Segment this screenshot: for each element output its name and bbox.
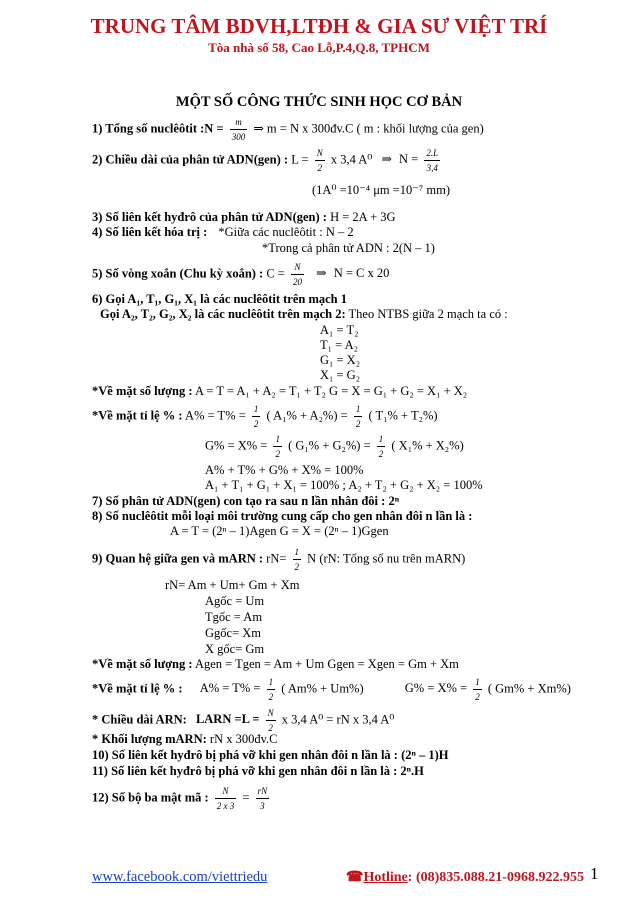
formula-12 xyxy=(92,786,272,811)
m-ratio-g: G% = X% = xyxy=(404,681,468,696)
formula-2-n: N = xyxy=(399,152,419,167)
frac-num: 2.L xyxy=(424,148,440,161)
frac-den: 300 xyxy=(231,132,246,142)
frac-num: N xyxy=(315,148,325,161)
fraction-n-20 xyxy=(291,262,304,287)
mrna-line-3: Tgốc = Am xyxy=(205,610,263,624)
formula-6-line2 xyxy=(100,307,508,322)
fraction-n-2 xyxy=(266,708,276,733)
amount-text: A = T = A₁ + A₂ = T₁ + T₂ G = X = G₁ + G₂ = X₁ + X₂ xyxy=(194,384,468,398)
formula-9 xyxy=(92,547,465,572)
formula-2 xyxy=(92,148,443,173)
ratio-a: A% = T% = xyxy=(185,408,246,423)
fraction-half xyxy=(273,434,282,459)
formula-5-label: 5) Số vòng xoắn (Chu kỳ xoắn) : xyxy=(92,266,264,281)
fraction-n-2x3 xyxy=(215,786,237,811)
frac-num: 1 xyxy=(354,404,363,417)
arn-mass xyxy=(92,732,278,747)
facebook-link[interactable]: www.facebook.com/viettriedu xyxy=(92,869,268,885)
implies-arrow: ⇒ xyxy=(253,121,264,136)
fraction-n-2 xyxy=(315,148,325,173)
fraction-half xyxy=(473,677,482,702)
formula-12-eq: = xyxy=(242,790,250,805)
ntbs-eq-2: T₁ = A₂ xyxy=(320,338,358,352)
ratio-g-rest: ( G₁% + G₂%) = xyxy=(288,438,371,453)
m-ratio-label: *Về mặt tỉ lệ % : xyxy=(92,681,183,696)
frac-den: 3,4 xyxy=(426,163,438,173)
fraction-half xyxy=(293,547,302,572)
amount-label: *Về mặt số lượng : xyxy=(92,384,193,398)
frac-den: 2 xyxy=(317,163,322,173)
formula-3-label: 3) Số liên kết hyđrô của phân tử ADN(gen) : xyxy=(92,210,327,224)
formula-5-c: C = xyxy=(266,266,285,281)
formula-2-label: 2) Chiều dài của phân tử ADN(gen) : xyxy=(92,152,289,167)
ratio-x-rest: ( X₁% + X₂%) xyxy=(391,438,464,453)
frac-den: 2 xyxy=(268,692,274,702)
hotline xyxy=(346,869,584,886)
formula-4-text: *Giữa các nuclêôtit : N – 2 xyxy=(218,225,354,239)
frac-den: 2 xyxy=(268,723,273,733)
frac-den: 2 xyxy=(475,692,480,702)
frac-num: 1 xyxy=(377,434,386,447)
frac-num: 1 xyxy=(267,677,276,690)
hotline-label: Hotline xyxy=(363,870,408,885)
m-ratio-g-rest: ( Gm% + Xm%) xyxy=(487,681,571,696)
frac-den: 2 xyxy=(355,419,361,429)
formula-4 xyxy=(92,225,354,240)
arn-length-rest: x 3,4 A⁰ = rN x 3,4 A⁰ xyxy=(281,712,395,727)
fraction-m-300 xyxy=(230,117,248,142)
frac-den: 2 xyxy=(294,562,300,572)
ratio-a-rest: ( A₁% + A₂%) = xyxy=(266,408,348,423)
hotline-number: : (08)835.088.21-0968.922.955 xyxy=(407,870,584,885)
formula-1 xyxy=(92,117,484,142)
formula-6-line2-label: Gọi A₂, T₂, G₂, X₂ là các nuclêôtit trên mạch 2: xyxy=(100,307,346,321)
formula-12-label: 12) Số bộ ba mật mã : xyxy=(92,790,209,805)
formula-5 xyxy=(92,262,389,287)
formula-6-line2-rest: Theo NTBS giữa 2 mạch ta có : xyxy=(348,307,508,321)
arn-mass-text: rN x 300đv.C xyxy=(209,732,278,746)
fraction-half xyxy=(267,677,276,702)
formula-2-mid: x 3,4 A⁰ xyxy=(330,152,373,167)
m-amount-label: *Về mặt số lượng : xyxy=(92,657,193,671)
unit-conversion: (1A⁰ =10⁻⁴ μm =10⁻⁷ mm) xyxy=(312,183,450,197)
formula-11: 11) Số liên kết hyđrô bị phá vỡ khi gen nhân đôi n lần là : 2ⁿ.H xyxy=(92,764,424,778)
frac-num: 1 xyxy=(293,547,302,560)
ntbs-eq-1: A₁ = T₂ xyxy=(320,323,359,337)
ratio-sum-2: A₁ + T₁ + G₁ + X₁ = 100% ; A₂ + T₂ + G₂ + X₂ = 100% xyxy=(205,478,483,492)
document-heading: MỘT SỐ CÔNG THỨC SINH HỌC CƠ BẢN xyxy=(175,94,463,110)
arn-mass-label: * Khối lượng mARN: xyxy=(92,732,207,746)
fraction-rn-3 xyxy=(256,786,270,811)
formula-1-rest: m = N x 300đv.C ( m : khối lượng của gen) xyxy=(266,121,484,136)
fraction-half xyxy=(377,434,386,459)
frac-den: 2 xyxy=(275,449,280,459)
frac-num: 1 xyxy=(273,434,282,447)
formula-6-line1: 6) Gọi A₁, T₁, G₁, X₁ là các nuclêôtit trên mạch 1 xyxy=(92,292,348,306)
center-address: Tòa nhà số 58, Cao Lỗ,P.4,Q.8, TPHCM xyxy=(208,40,430,55)
frac-num: N xyxy=(266,708,276,721)
formula-8-eq: A = T = (2ⁿ – 1)Agen G = X = (2ⁿ – 1)Ggen xyxy=(170,524,389,538)
implies-arrow: ⇒ xyxy=(381,152,392,167)
formula-5-rest: N = C x 20 xyxy=(333,266,390,281)
center-title: TRUNG TÂM BDVH,LTĐH & GIA SƯ VIỆT TRÍ xyxy=(90,14,548,38)
frac-den: 3 xyxy=(260,801,265,811)
frac-num: 1 xyxy=(473,677,482,690)
formula-9-rn: rN= xyxy=(266,551,287,566)
frac-den: 2 xyxy=(253,419,259,429)
formula-10: 10) Số liên kết hyđrô bị phá vỡ khi gen nhân đôi n lần là : (2ⁿ – 1)H xyxy=(92,748,449,762)
formula-2-l: L = xyxy=(291,152,309,167)
arn-length xyxy=(92,708,394,733)
frac-num: 1 xyxy=(252,404,261,417)
m-amount-line xyxy=(92,657,459,672)
ratio-sum-1: A% + T% + G% + X% = 100% xyxy=(205,463,364,477)
frac-den: 2 xyxy=(378,449,384,459)
formula-3-text: H = 2A + 3G xyxy=(330,210,396,224)
ratio-line-2 xyxy=(205,434,464,459)
frac-num: rN xyxy=(256,786,270,799)
fraction-half xyxy=(252,404,261,429)
m-ratio-line xyxy=(92,677,571,702)
formula-9-label: 9) Quan hệ giữa gen và mARN : xyxy=(92,551,264,566)
frac-num: m xyxy=(230,117,248,130)
frac-num: N xyxy=(291,262,304,275)
formula-8: 8) Số nuclêôtit mỗi loại môi trường cung cấp cho gen nhân đôi n lần là : xyxy=(92,509,473,523)
formula-1-label: 1) Tổng số nuclêôtit :N = xyxy=(92,121,224,136)
mrna-line-1: rN= Am + Um+ Gm + Xm xyxy=(165,578,300,592)
m-amount-text: Agen = Tgen = Am + Um Ggen = Xgen = Gm + Xm xyxy=(194,657,459,671)
frac-den: 2 x 3 xyxy=(216,801,235,811)
formula-9-rest: N (rN: Tổng số nu trên mARN) xyxy=(307,551,466,566)
frac-den: 20 xyxy=(292,277,302,287)
formula-4-label: 4) Số liên kết hóa trị : xyxy=(92,225,208,239)
fraction-2l-34 xyxy=(424,148,440,173)
arn-length-l: LARN =L = xyxy=(195,712,260,727)
ratio-label: *Về mặt tỉ lệ % : xyxy=(92,408,183,423)
ratio-g: G% = X% = xyxy=(205,438,268,453)
ratio-line-1 xyxy=(92,404,438,429)
ntbs-eq-4: X₁ = G₂ xyxy=(320,368,361,382)
formula-4-second: *Trong cả phân tử ADN : 2(N – 1) xyxy=(262,241,435,255)
page-number: 1 xyxy=(590,864,599,883)
mrna-line-4: Ggốc= Xm xyxy=(205,626,261,640)
frac-num: N xyxy=(215,786,237,799)
m-ratio-a-rest: ( Am% + Um%) xyxy=(281,681,364,696)
m-ratio-a: A% = T% = xyxy=(199,681,261,696)
phone-icon: ☎ xyxy=(346,870,364,885)
arn-length-label: * Chiều dài ARN: xyxy=(92,712,187,727)
implies-arrow: ⇒ xyxy=(316,266,327,281)
fraction-half xyxy=(354,404,363,429)
formula-3 xyxy=(92,210,396,225)
ntbs-eq-3: G₁ = X₂ xyxy=(320,353,361,367)
mrna-line-5: X gốc= Gm xyxy=(205,642,265,656)
formula-7: 7) Số phân tử ADN(gen) con tạo ra sau n lần nhân đôi : 2ⁿ xyxy=(92,494,400,508)
mrna-line-2: Agốc = Um xyxy=(205,594,265,608)
amount-line xyxy=(92,384,467,399)
ratio-b-rest: ( T₁% + T₂%) xyxy=(368,408,438,423)
